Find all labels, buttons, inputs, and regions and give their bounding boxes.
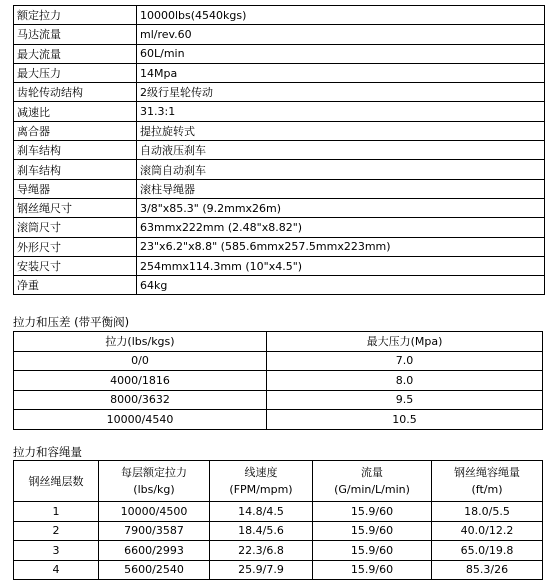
pressure-row <box>14 390 543 410</box>
capacity-section-title: 拉力和容绳量 <box>13 445 82 459</box>
capacity-cell: 15.9/60 <box>313 521 432 541</box>
capacity-header-row <box>14 461 543 502</box>
capacity-table <box>13 460 543 580</box>
spec-value: 254mmx114.3mm (10"x4.5") <box>137 256 545 275</box>
spec-value: 滚筒自动刹车 <box>137 160 545 179</box>
header-line-1: 流量 <box>361 466 383 479</box>
spec-key: 刹车结构 <box>14 160 137 179</box>
capacity-row <box>14 541 543 561</box>
spec-value: 60L/min <box>137 44 545 63</box>
spec-value: 14Mpa <box>137 63 545 82</box>
pressure-value-cell: 8.0 <box>267 371 543 391</box>
spec-row <box>14 102 545 121</box>
spec-row <box>14 198 545 217</box>
capacity-cell: 18.0/5.5 <box>432 502 543 522</box>
pressure-value-cell: 9.5 <box>267 390 543 410</box>
capacity-cell: 2 <box>14 521 99 541</box>
spec-key: 最大流量 <box>14 44 137 63</box>
spec-key: 净重 <box>14 276 137 295</box>
capacity-cell: 7900/3587 <box>99 521 210 541</box>
spec-key: 滚筒尺寸 <box>14 218 137 237</box>
spec-row <box>14 44 545 63</box>
spec-key: 减速比 <box>14 102 137 121</box>
spec-value: 3/8"x85.3" (9.2mmx26m) <box>137 198 545 217</box>
spec-key: 最大压力 <box>14 63 137 82</box>
pressure-force-cell: 8000/3632 <box>14 390 267 410</box>
capacity-cell: 15.9/60 <box>313 560 432 580</box>
spec-row <box>14 160 545 179</box>
spec-value: 滚柱导绳器 <box>137 179 545 198</box>
pressure-row <box>14 351 543 371</box>
capacity-cell: 3 <box>14 541 99 561</box>
spec-value: 10000lbs(4540kgs) <box>137 6 545 25</box>
spec-table <box>13 5 545 295</box>
pressure-row <box>14 410 543 430</box>
pressure-header-force: 拉力(lbs/kgs) <box>14 332 267 352</box>
capacity-header-line-speed <box>210 461 313 502</box>
header-line-1: 钢丝绳层数 <box>28 474 84 488</box>
spec-key: 马达流量 <box>14 25 137 44</box>
capacity-cell: 22.3/6.8 <box>210 541 313 561</box>
spec-value: 提拉旋转式 <box>137 121 545 140</box>
capacity-header-flow <box>313 461 432 502</box>
header-line-1: 线速度 <box>244 466 278 479</box>
pressure-table <box>13 331 543 430</box>
spec-key: 安装尺寸 <box>14 256 137 275</box>
spec-value: 2级行星轮传动 <box>137 83 545 102</box>
header-line-2: (FPM/mpm) <box>229 483 293 496</box>
spec-row <box>14 25 545 44</box>
capacity-cell: 18.4/5.6 <box>210 521 313 541</box>
capacity-cell: 65.0/19.8 <box>432 541 543 561</box>
capacity-cell: 85.3/26 <box>432 560 543 580</box>
capacity-cell: 14.8/4.5 <box>210 502 313 522</box>
pressure-force-cell: 10000/4540 <box>14 410 267 430</box>
capacity-header-rated-force <box>99 461 210 502</box>
spec-key: 离合器 <box>14 121 137 140</box>
capacity-row <box>14 521 543 541</box>
header-line-1: 每层额定拉力 <box>121 466 187 479</box>
capacity-cell: 5600/2540 <box>99 560 210 580</box>
spec-key: 钢丝绳尺寸 <box>14 198 137 217</box>
pressure-value-cell: 10.5 <box>267 410 543 430</box>
pressure-section-title: 拉力和压差 (带平衡阀) <box>13 315 130 329</box>
spec-key: 导绳器 <box>14 179 137 198</box>
header-line-2: (ft/m) <box>471 483 503 496</box>
spec-value: 64kg <box>137 276 545 295</box>
capacity-cell: 40.0/12.2 <box>432 521 543 541</box>
spec-key: 刹车结构 <box>14 141 137 160</box>
spec-value: 31.3:1 <box>137 102 545 121</box>
header-line-2: (lbs/kg) <box>133 483 175 496</box>
spec-row <box>14 83 545 102</box>
spec-row <box>14 141 545 160</box>
capacity-row <box>14 502 543 522</box>
spec-row <box>14 121 545 140</box>
spec-row <box>14 179 545 198</box>
pressure-force-cell: 0/0 <box>14 351 267 371</box>
spec-key: 外形尺寸 <box>14 237 137 256</box>
capacity-row <box>14 560 543 580</box>
spec-value: 自动液压刹车 <box>137 141 545 160</box>
spec-value: 23"x6.2"x8.8" (585.6mmx257.5mmx223mm) <box>137 237 545 256</box>
capacity-header-layer <box>14 461 99 502</box>
capacity-cell: 15.9/60 <box>313 541 432 561</box>
spec-key: 额定拉力 <box>14 6 137 25</box>
capacity-cell: 25.9/7.9 <box>210 560 313 580</box>
pressure-force-cell: 4000/1816 <box>14 371 267 391</box>
spec-row <box>14 6 545 25</box>
capacity-cell: 15.9/60 <box>313 502 432 522</box>
capacity-cell: 10000/4500 <box>99 502 210 522</box>
capacity-header-rope-capacity <box>432 461 543 502</box>
spec-row <box>14 237 545 256</box>
header-line-1: 钢丝绳容绳量 <box>454 466 520 479</box>
capacity-cell: 6600/2993 <box>99 541 210 561</box>
spec-row <box>14 63 545 82</box>
pressure-header-max-pressure: 最大压力(Mpa) <box>267 332 543 352</box>
capacity-cell: 1 <box>14 502 99 522</box>
spec-value: 63mmx222mm (2.48"x8.82") <box>137 218 545 237</box>
spec-row <box>14 276 545 295</box>
pressure-row <box>14 371 543 391</box>
spec-value: ml/rev.60 <box>137 25 545 44</box>
header-line-2: (G/min/L/min) <box>334 483 410 496</box>
pressure-value-cell: 7.0 <box>267 351 543 371</box>
spec-row <box>14 256 545 275</box>
spec-key: 齿轮传动结构 <box>14 83 137 102</box>
pressure-header-row <box>14 332 543 352</box>
spec-row <box>14 218 545 237</box>
capacity-cell: 4 <box>14 560 99 580</box>
